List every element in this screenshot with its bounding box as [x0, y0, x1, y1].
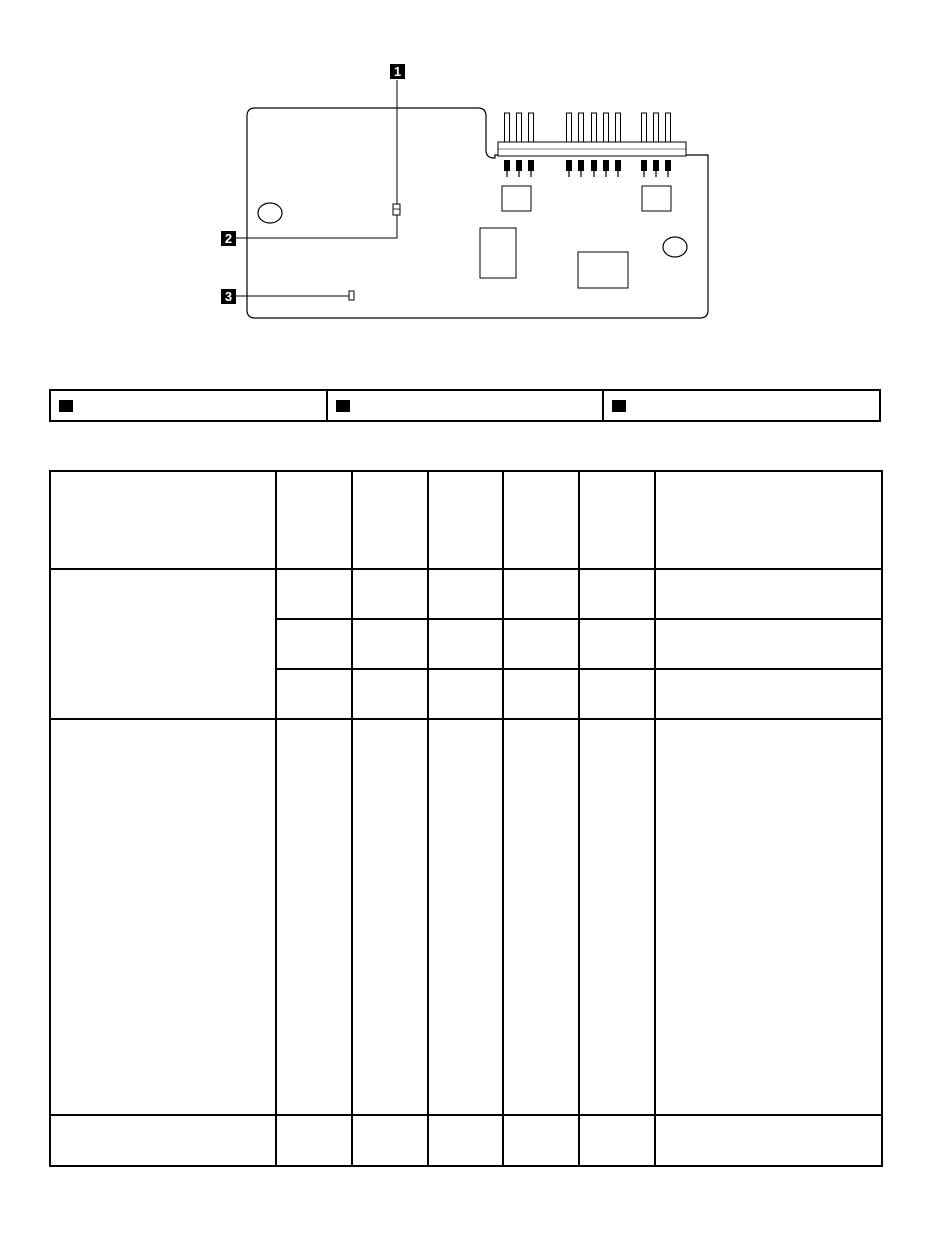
- table-header-cell: [428, 471, 503, 569]
- header-pin: [579, 113, 584, 142]
- table-cell: [352, 1115, 428, 1166]
- header-pin: [517, 113, 522, 142]
- callout-1: [390, 64, 405, 79]
- svg-text:2: 2: [224, 231, 233, 246]
- pin-lead: [566, 160, 572, 171]
- header-pin: [567, 113, 572, 142]
- table-header-cell: [655, 471, 882, 569]
- callout-marker: [612, 400, 626, 412]
- header-pin: [616, 113, 621, 142]
- table-row: [50, 569, 882, 619]
- table-header-cell: [579, 471, 655, 569]
- pin-lead: [653, 160, 659, 171]
- chip-top-left: [502, 186, 531, 211]
- table-cell: [276, 619, 352, 669]
- table-cell: [503, 719, 579, 1115]
- table-cell: [503, 669, 579, 719]
- svg-text:1: 1: [393, 64, 402, 79]
- chip-center: [578, 252, 628, 288]
- table-cell: [428, 719, 503, 1115]
- pin-lead: [591, 160, 597, 171]
- table-cell: [50, 569, 276, 719]
- pin-lead: [641, 160, 647, 171]
- table-cell: [579, 669, 655, 719]
- led-component-2: [393, 204, 400, 215]
- legend-item-1: [51, 391, 328, 420]
- callout-marker: [59, 400, 73, 412]
- callout-marker: [336, 400, 350, 412]
- table-header-cell: [503, 471, 579, 569]
- table-cell: [503, 1115, 579, 1166]
- pin-lead: [603, 160, 609, 171]
- header-pin: [529, 113, 534, 142]
- led-status-table: [49, 470, 883, 1167]
- table-cell: [579, 1115, 655, 1166]
- table-cell: [655, 669, 882, 719]
- header-pin: [642, 113, 647, 142]
- header-pin: [604, 113, 609, 142]
- pin-lead: [578, 160, 584, 171]
- table-cell: [276, 669, 352, 719]
- chip-top-right: [642, 186, 671, 211]
- table-cell: [428, 669, 503, 719]
- table-cell: [352, 669, 428, 719]
- led-component-3: [349, 291, 354, 300]
- table-cell: [428, 1115, 503, 1166]
- table-cell: [655, 569, 882, 619]
- table-header-row: [50, 471, 882, 569]
- table-cell: [428, 569, 503, 619]
- table-cell: [655, 1115, 882, 1166]
- callout-legend: [49, 389, 881, 422]
- legend-item-2: [328, 391, 605, 420]
- table-row: [50, 1115, 882, 1166]
- table-cell: [50, 719, 276, 1115]
- table-cell: [50, 1115, 276, 1166]
- table-cell: [655, 619, 882, 669]
- svg-text:3: 3: [224, 289, 233, 304]
- table-cell: [352, 619, 428, 669]
- pin-lead: [665, 160, 671, 171]
- header-pin: [505, 113, 510, 142]
- table-row: [50, 719, 882, 1115]
- pin-lead: [615, 160, 621, 171]
- mounting-hole-right: [663, 237, 687, 257]
- table-cell: [276, 719, 352, 1115]
- callout-3: [221, 289, 236, 304]
- table-cell: [579, 719, 655, 1115]
- table-cell: [428, 619, 503, 669]
- header-pin: [592, 113, 597, 142]
- table-cell: [579, 569, 655, 619]
- table-cell: [352, 719, 428, 1115]
- table-cell: [655, 719, 882, 1115]
- board-outline: [247, 108, 708, 318]
- table-cell: [352, 569, 428, 619]
- header-pin: [666, 113, 671, 142]
- table-cell: [503, 619, 579, 669]
- table-cell: [503, 569, 579, 619]
- pin-lead: [528, 160, 534, 171]
- chip-mid-left: [480, 228, 516, 278]
- table-header-cell: [276, 471, 352, 569]
- callout-2: [221, 231, 236, 246]
- table-cell: [579, 619, 655, 669]
- table-header-cell: [50, 471, 276, 569]
- board-diagram: [0, 0, 950, 380]
- table-cell: [276, 1115, 352, 1166]
- mounting-hole-left: [258, 203, 282, 223]
- table-header-cell: [352, 471, 428, 569]
- pin-lead: [504, 160, 510, 171]
- table-cell: [276, 569, 352, 619]
- header-connector: [498, 113, 686, 177]
- header-pin: [654, 113, 659, 142]
- legend-item-3: [604, 391, 879, 420]
- pin-lead: [516, 160, 522, 171]
